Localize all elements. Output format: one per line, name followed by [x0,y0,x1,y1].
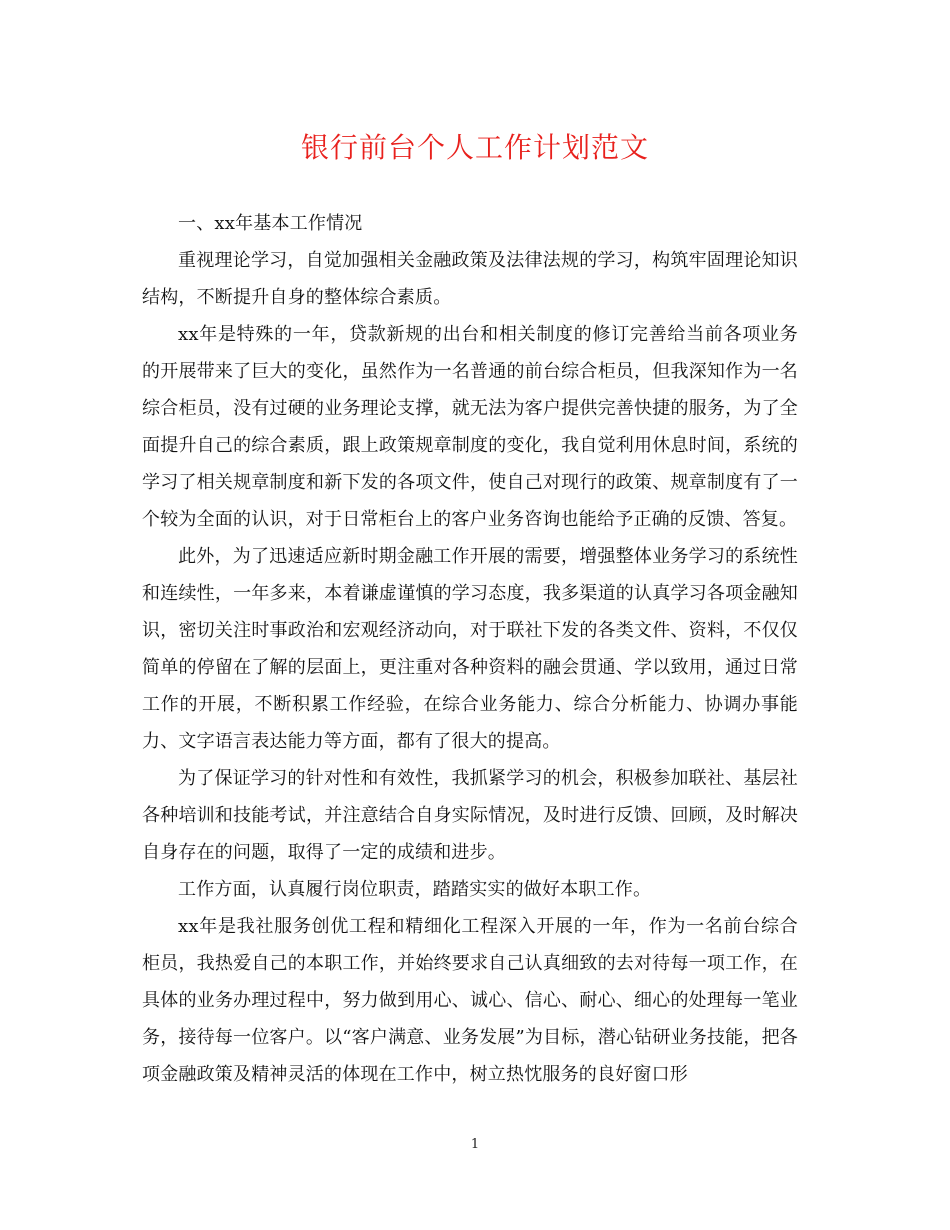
paragraph: 工作方面，认真履行岗位职责，踏踏实实的做好本职工作。 [178,879,652,900]
document-body [142,205,798,1093]
document-title: 银行前台个人工作计划范文 [300,131,649,164]
paragraph: 重视理论学习，自觉加强相关金融政策及法律法规的学习，构筑牢固理论知识结构，不断提升自身的整体综合素质。 [142,250,798,308]
paragraph-section-heading: 一、xx年基本工作情况 [178,213,363,234]
paragraph: xx年是我社服务创优工程和精细化工程深入开展的一年，作为一名前台综合柜员，我热爱自己的本职工作，并始终要求自己认真细致的去对待每一项工作，在具体的业务办理过程中，努力做到用心、诚心、信心、耐心、细心的处理每一笔业务，接待每一位客户。以“客户满意、业务发展”为目标，潜心钻研业务技能，把各项金融政策及精神灵活的体现在工作中，树立热忱服务的良好窗口形 [142,916,798,1085]
paragraph: 为了保证学习的针对性和有效性，我抓紧学习的机会，积极参加联社、基层社各种培训和技能考试，并注意结合自身实际情况，及时进行反馈、回顾，及时解决自身存在的问题，取得了一定的成绩和进步。 [142,768,798,863]
paragraph: xx年是特殊的一年，贷款新规的出台和相关制度的修订完善给当前各项业务的开展带来了巨大的变化，虽然作为一名普通的前台综合柜员，但我深知作为一名综合柜员，没有过硬的业务理论支撑，就无法为客户提供完善快捷的服务，为了全面提升自己的综合素质，跟上政策规章制度的变化，我自觉利用休息时间，系统的学习了相关规章制度和新下发的各项文件，使自己对现行的政策、规章制度有了一个较为全面的认识，对于日常柜台上的客户业务咨询也能给予正确的反馈、答复。 [142,324,798,530]
page-number: 1 [470,1137,480,1152]
paragraph: 此外，为了迅速适应新时期金融工作开展的需要，增强整体业务学习的系统性和连续性，一年多来，本着谦虚谨慎的学习态度，我多渠道的认真学习各项金融知识，密切关注时事政治和宏观经济动向，对于联社下发的各类文件、资料，不仅仅简单的停留在了解的层面上，更注重对各种资料的融会贯通、学以致用，通过日常工作的开展，不断积累工作经验，在综合业务能力、综合分析能力、协调办事能力、文字语言表达能力等方面，都有了很大的提高。 [142,546,798,752]
